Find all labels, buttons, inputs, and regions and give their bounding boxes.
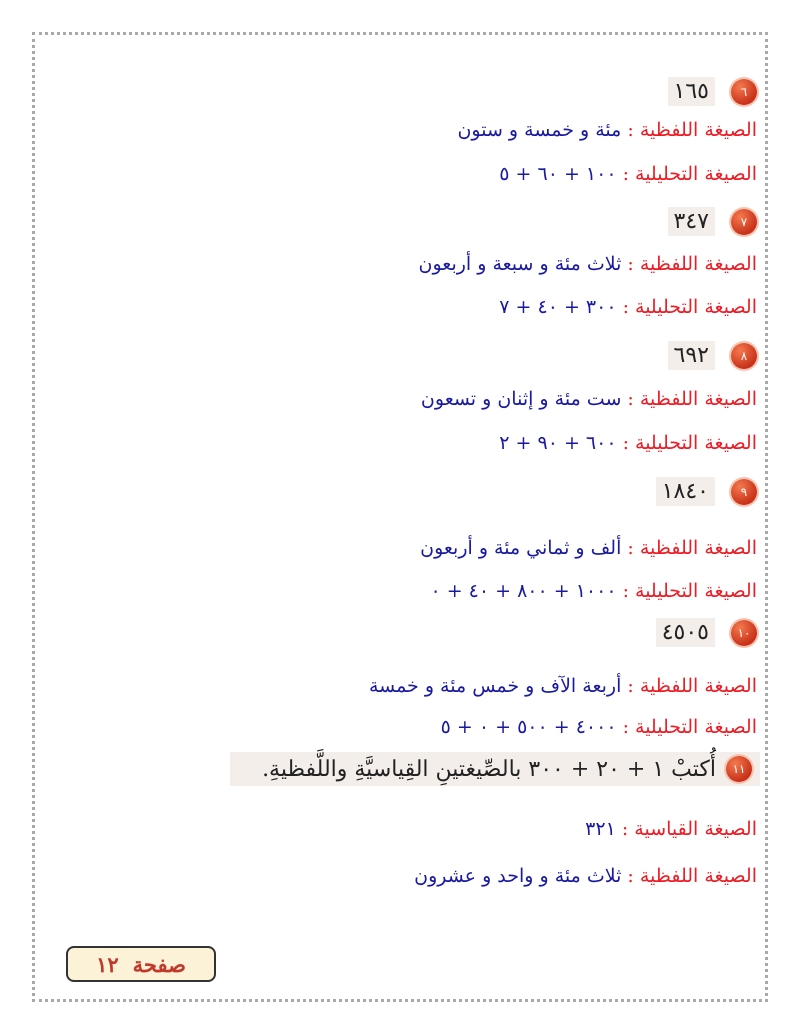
item-7-expanded-value: ٣٠٠ + ٤٠ + ٧ <box>499 296 617 318</box>
badge-10: ١٠ <box>731 620 757 646</box>
item-7-heading <box>668 207 757 236</box>
question-11-word-value: ثلاث مئة و واحد و عشرون <box>414 865 622 887</box>
page-number: ١٢ <box>96 951 119 977</box>
item-7-expanded-form: الصيغة التحليلية : ٣٠٠ + ٤٠ + ٧ <box>499 296 757 318</box>
item-8-expanded-form: الصيغة التحليلية : ٦٠٠ + ٩٠ + ٢ <box>499 432 757 454</box>
item-6-number: ١٦٥ <box>668 77 715 106</box>
badge-9: ٩ <box>731 479 757 505</box>
item-6-expanded-value: ١٠٠ + ٦٠ + ٥ <box>499 163 617 185</box>
badge-8: ٨ <box>731 343 757 369</box>
word-form-label: الصيغة اللفظية <box>639 865 757 887</box>
item-10-heading <box>656 618 757 647</box>
item-7-word-value: ثلاث مئة و سبعة و أربعون <box>418 253 622 275</box>
item-6-expanded-form: الصيغة التحليلية : ١٠٠ + ٦٠ + ٥ <box>499 163 757 185</box>
word-form-label: الصيغة اللفظية <box>639 675 757 697</box>
item-9-word-form: الصيغة اللفظية : ألف و ثماني مئة و أربعون <box>420 537 757 559</box>
badge-6: ٦ <box>731 79 757 105</box>
item-8-word-value: ست مئة و إثنان و تسعون <box>420 388 622 410</box>
word-form-label: الصيغة اللفظية <box>639 537 757 559</box>
item-6-word-form: الصيغة اللفظية : مئة و خمسة و ستون <box>457 119 757 141</box>
badge-7: ٧ <box>731 209 757 235</box>
question-11-word-form: الصيغة اللفظية : ثلاث مئة و واحد و عشرون <box>414 865 757 887</box>
item-8-number: ٦٩٢ <box>668 341 715 370</box>
item-10-word-form: الصيغة اللفظية : أربعة الآف و خمس مئة و خمسة <box>368 675 757 697</box>
item-6-word-value: مئة و خمسة و ستون <box>457 119 622 141</box>
word-form-label: الصيغة اللفظية <box>639 119 757 141</box>
item-9-number: ١٨٤٠ <box>656 477 715 506</box>
page-number-tag <box>66 946 216 982</box>
question-11 <box>230 752 760 786</box>
item-6-heading <box>668 77 757 106</box>
item-8-word-form: الصيغة اللفظية : ست مئة و إثنان و تسعون <box>420 388 757 410</box>
item-9-word-value: ألف و ثماني مئة و أربعون <box>420 537 622 559</box>
question-11-text: أُكتبْ ١ + ٢٠ + ٣٠٠ بالصِّيغتينِ القِياسيَّةِ واللَّفظيةِ. <box>262 756 716 782</box>
standard-form-label: الصيغة القياسية <box>634 818 757 840</box>
badge-11: ١١ <box>726 756 752 782</box>
expanded-form-label: الصيغة التحليلية <box>635 296 757 318</box>
page-label: صفحة <box>132 951 186 977</box>
item-7-word-form: الصيغة اللفظية : ثلاث مئة و سبعة و أربعون <box>418 253 757 275</box>
word-form-label: الصيغة اللفظية <box>639 253 757 275</box>
expanded-form-label: الصيغة التحليلية <box>635 580 757 602</box>
item-10-word-value: أربعة الآف و خمس مئة و خمسة <box>368 675 622 697</box>
item-10-number: ٤٥٠٥ <box>656 618 715 647</box>
word-form-label: الصيغة اللفظية <box>639 388 757 410</box>
expanded-form-label: الصيغة التحليلية <box>635 432 757 454</box>
expanded-form-label: الصيغة التحليلية <box>635 163 757 185</box>
item-10-expanded-value: ٤٠٠٠ + ٥٠٠ + ٠ + ٥ <box>440 716 617 738</box>
item-9-heading <box>656 477 757 506</box>
expanded-form-label: الصيغة التحليلية <box>635 716 757 738</box>
item-10-expanded-form: الصيغة التحليلية : ٤٠٠٠ + ٥٠٠ + ٠ + ٥ <box>440 716 757 738</box>
item-9-expanded-value: ١٠٠٠ + ٨٠٠ + ٤٠ + ٠ <box>430 580 617 602</box>
question-11-standard-form: الصيغة القياسية : ٣٢١ <box>585 818 757 840</box>
item-9-expanded-form: الصيغة التحليلية : ١٠٠٠ + ٨٠٠ + ٤٠ + ٠ <box>430 580 757 602</box>
item-8-expanded-value: ٦٠٠ + ٩٠ + ٢ <box>499 432 617 454</box>
item-8-heading <box>668 341 757 370</box>
item-7-number: ٣٤٧ <box>668 207 715 236</box>
question-11-standard-value: ٣٢١ <box>585 818 616 840</box>
